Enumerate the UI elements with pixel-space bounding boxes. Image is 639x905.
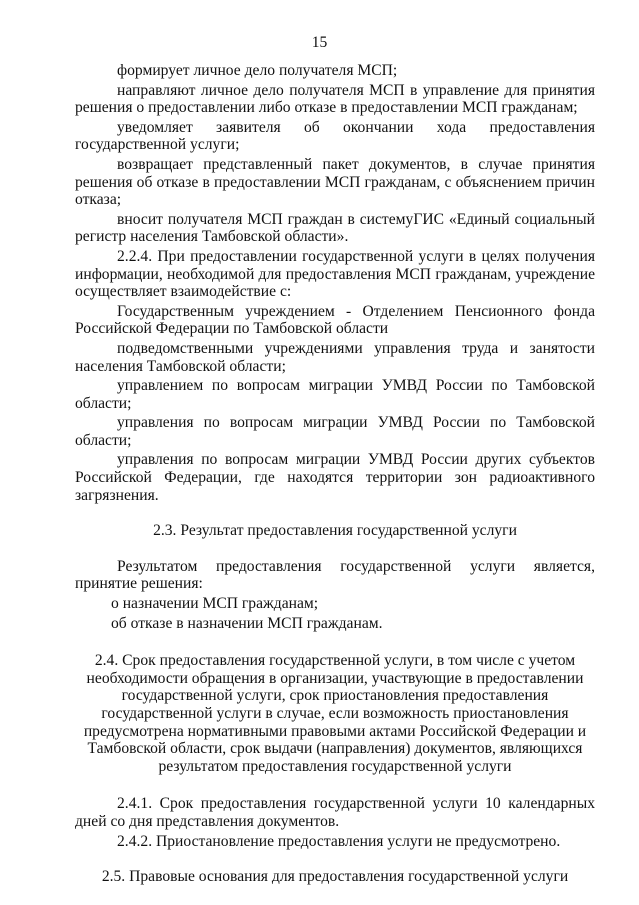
list-item-assign: о назначении МСП гражданам; xyxy=(111,595,319,613)
paragraph-notify-applicant: уведомляет заявителя об окончании хода предоставления государственной услуги; xyxy=(75,118,595,154)
paragraph-2-4-1: 2.4.1. Срок предоставления государственной услуги 10 календарных дней со дня представления документов. xyxy=(75,795,595,830)
paragraph-pension-fund: Государственным учреждением - Отделением Пенсионного фонда Российской Федерации по Тамбовской области xyxy=(75,302,595,338)
paragraph-2-2-4: 2.2.4. При предоставлении государственной услуги в целях получения информации, необходимой для предоставления МСП гражданам, учреждение осуществляет взаимодействие с: xyxy=(75,247,595,301)
paragraph-return-documents: возвращает представленный пакет документов, в случае принятия решения об отказе в предоставлении МСП гражданам, с объяснением причин отказа; xyxy=(75,155,595,209)
paragraph-migration-other-regions: управления по вопросам миграции УМВД России других субъектов Российской Федерации, где находятся территории зон радиоактивного загрязнения. xyxy=(75,451,595,504)
paragraph-send-personal-file: направляют личное дело получателя МСП в управление для принятия решения о предоставлении либо отказе в предоставлении МСП гражданам; xyxy=(75,81,595,117)
paragraph-migration-department-2: управления по вопросам миграции УМВД России по Тамбовской области; xyxy=(75,414,595,449)
section-heading-2-4: 2.4. Срок предоставления государственной услуги, в том числе с учетом необходимости обращения в организации, участвующие в предоставлении государственной услуги, срок приостановления предоставления государственной услуги в случае, если возможность приостановления предусмотрена нормативными правовыми актами Российской Федерации и Тамбовской области, срок выдачи (направления) документов, являющихся результатом предоставления государственной услуги xyxy=(83,652,587,775)
paragraph-2-4-2: 2.4.2. Приостановление предоставления услуги не предусмотрено. xyxy=(117,832,561,850)
paragraph-enter-gis: вносит получателя МСП граждан в системуГИС «Единый социальный регистр населения Тамбовской области». xyxy=(75,210,595,246)
page-number: 15 xyxy=(311,34,328,51)
paragraph-migration-department-1: управлением по вопросам миграции УМВД России по Тамбовской области; xyxy=(75,377,595,412)
paragraph-result-decision: Результатом предоставления государственной услуги является, принятие решения: xyxy=(75,557,595,593)
section-heading-2-5: 2.5. Правовые основания для предоставления государственной услуги xyxy=(101,868,569,886)
section-heading-2-3: 2.3. Результат предоставления государственной услуги xyxy=(153,522,517,540)
list-item-refuse: об отказе в назначении МСП гражданам. xyxy=(111,614,383,632)
paragraph-form-personal-file: формирует личное дело получателя МСП; xyxy=(117,62,398,79)
page-content xyxy=(75,62,595,886)
paragraph-subordinate-institutions: подведомственными учреждениями управления труда и занятости населения Тамбовской области; xyxy=(75,339,595,375)
